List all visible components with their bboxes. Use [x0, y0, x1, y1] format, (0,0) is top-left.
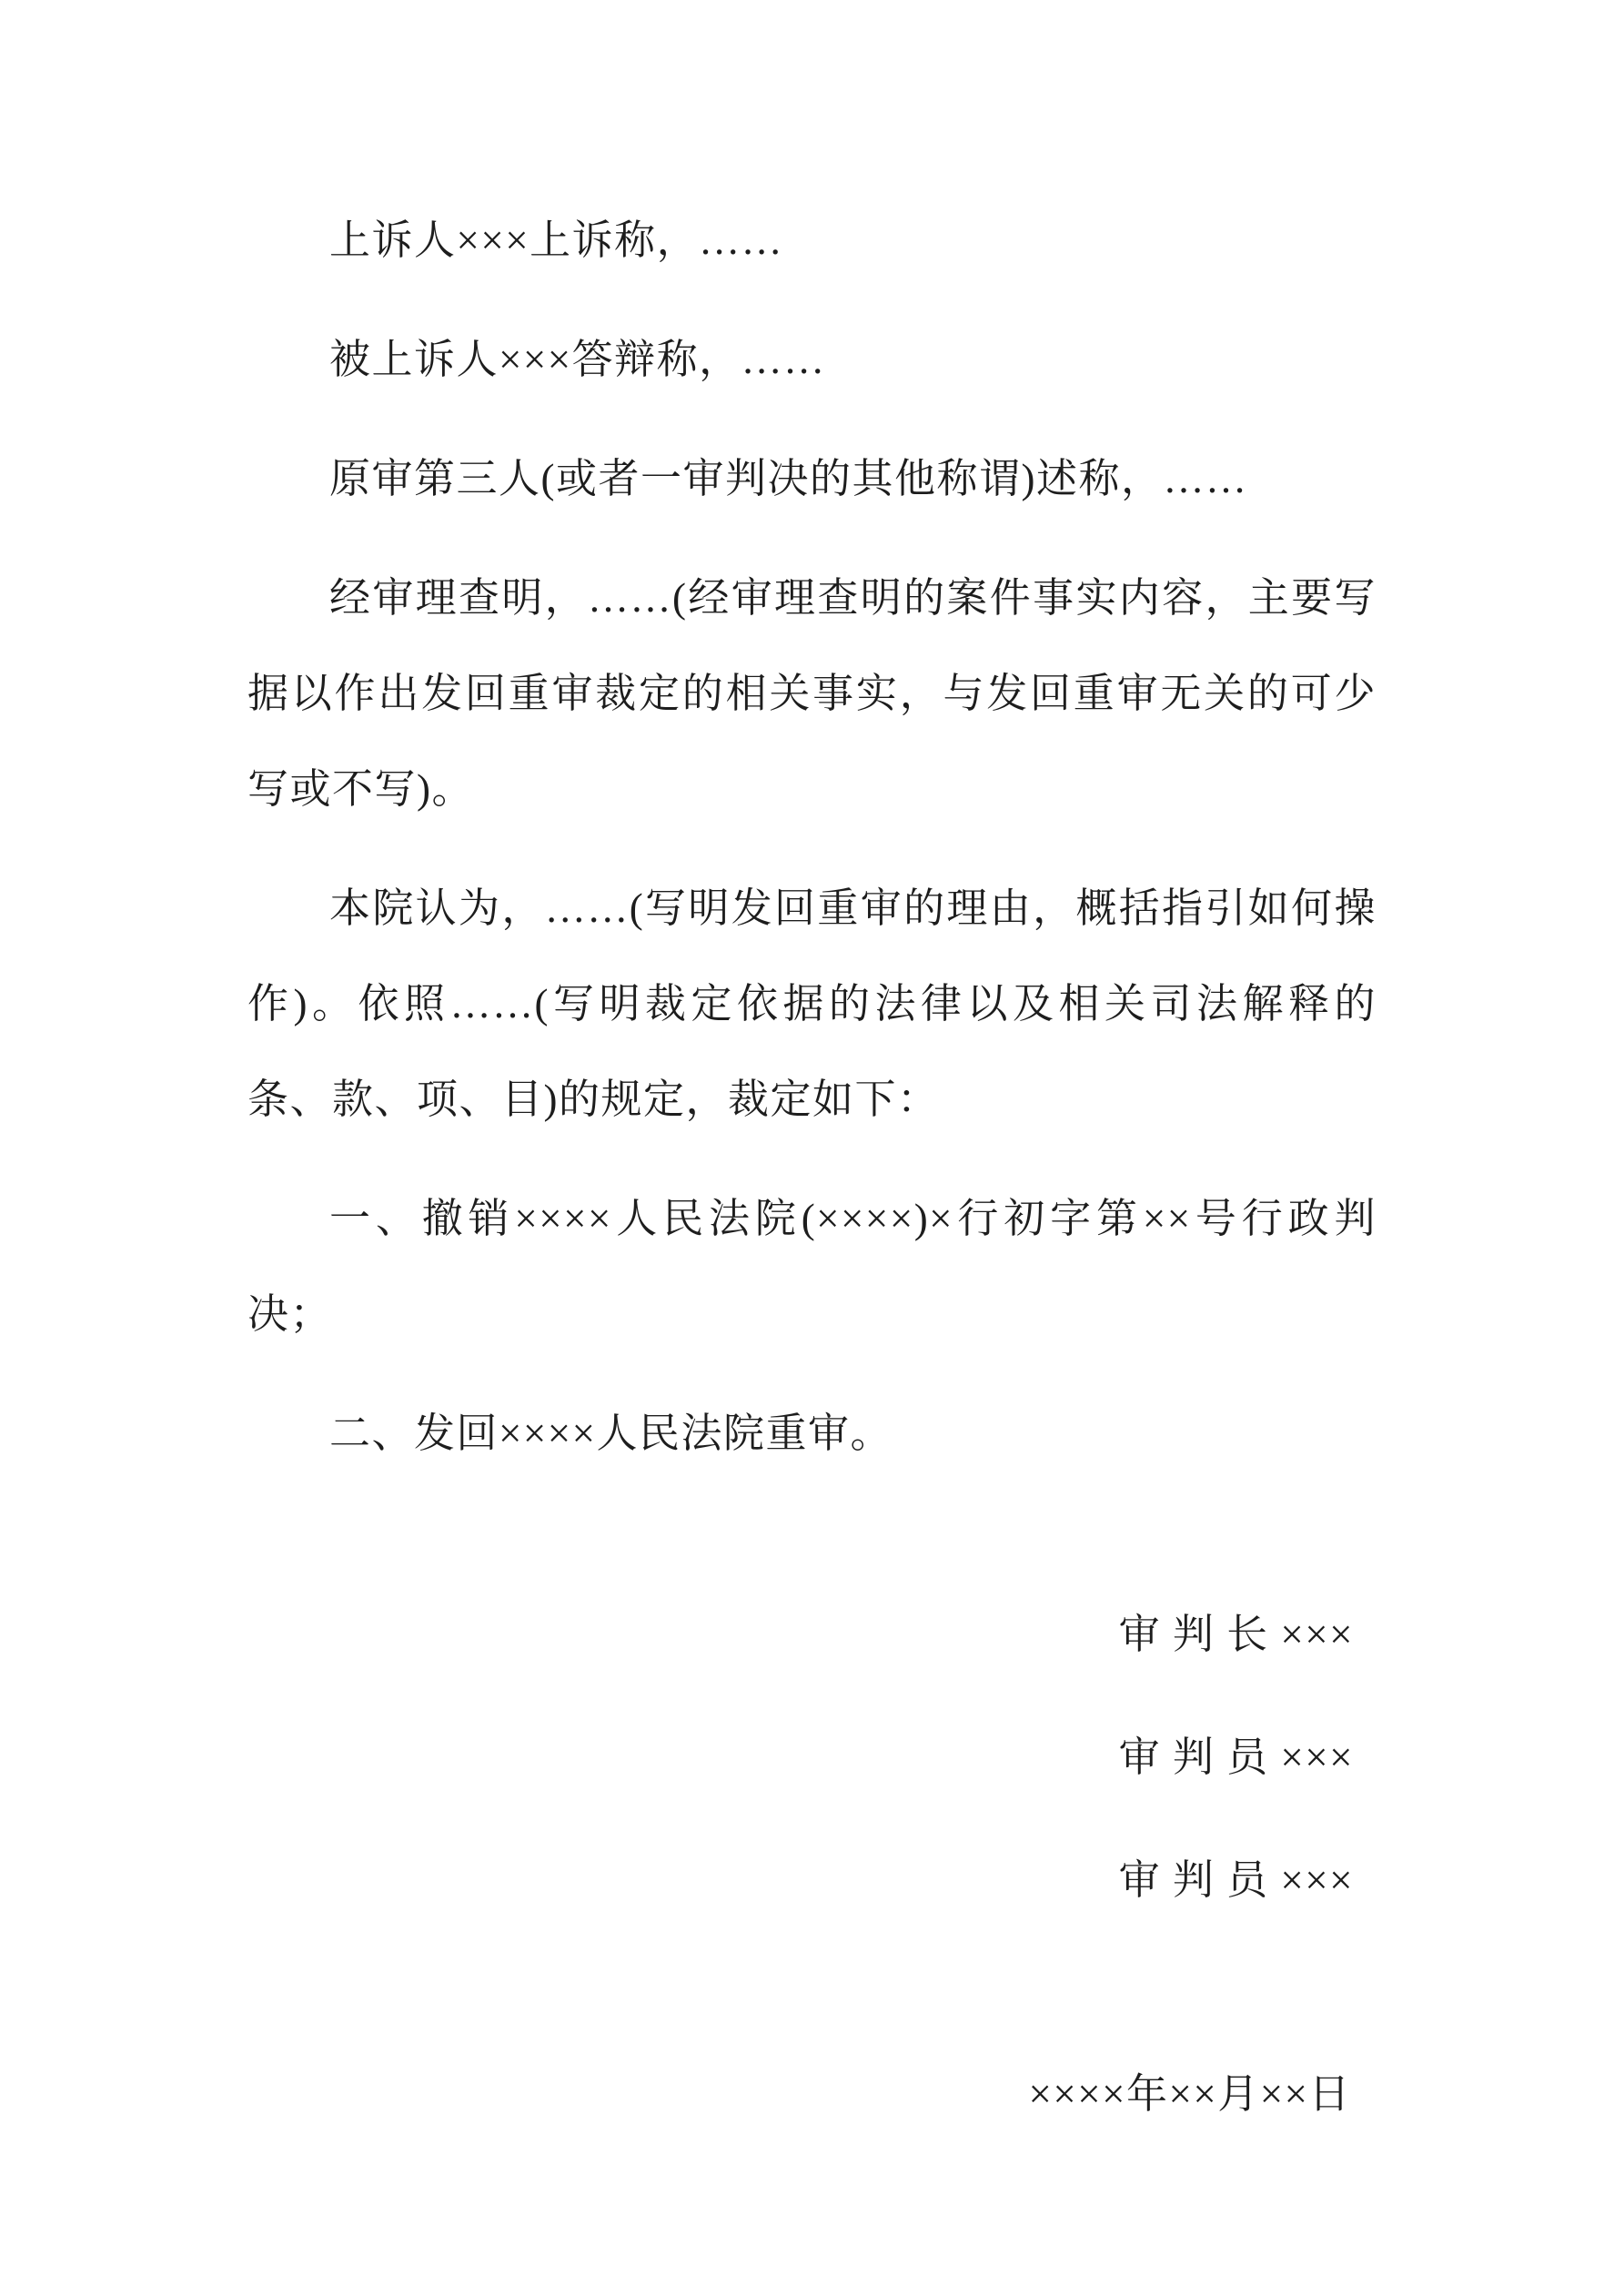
signature-block: [247, 1587, 1377, 1928]
paragraph-court-opinion-and-basis: 本院认为，……(写明发回重审的理由，概括指引如何操作)。依照……(写明裁定依据的法律以及相关司法解释的条、款、项、目)的规定，裁定如下：: [247, 885, 1377, 1122]
paragraph-ruling-item-2: 二、发回××××人民法院重审。: [329, 1411, 893, 1456]
paragraph-appellee-reply: 被上诉人×××答辩称，……: [329, 337, 826, 382]
paragraph-third-party-statement: 原审第三人(或者一审判决的其他称谓)述称，……: [329, 456, 1248, 501]
signature-judge-1: 审 判 员 ×××: [1118, 1735, 1354, 1780]
paragraph-ruling-item-1: 一、撤销××××人民法院(××××)×行初字第××号行政判决；: [247, 1196, 1377, 1337]
paragraph-facts-found: 经审理查明，……(经审理查明的案件事实内容，主要写据以作出发回重审裁定的相关事实，与发回重审无关的可少写或不写)。: [247, 575, 1377, 812]
date-line: ××××年××月××日: [1028, 2071, 1351, 2117]
signature-presiding-judge: 审 判 长 ×××: [1118, 1612, 1354, 1657]
paragraph-appellant-claim: 上诉人×××上诉称，……: [329, 217, 784, 263]
signature-judge-2: 审 判 员 ×××: [1118, 1857, 1354, 1903]
